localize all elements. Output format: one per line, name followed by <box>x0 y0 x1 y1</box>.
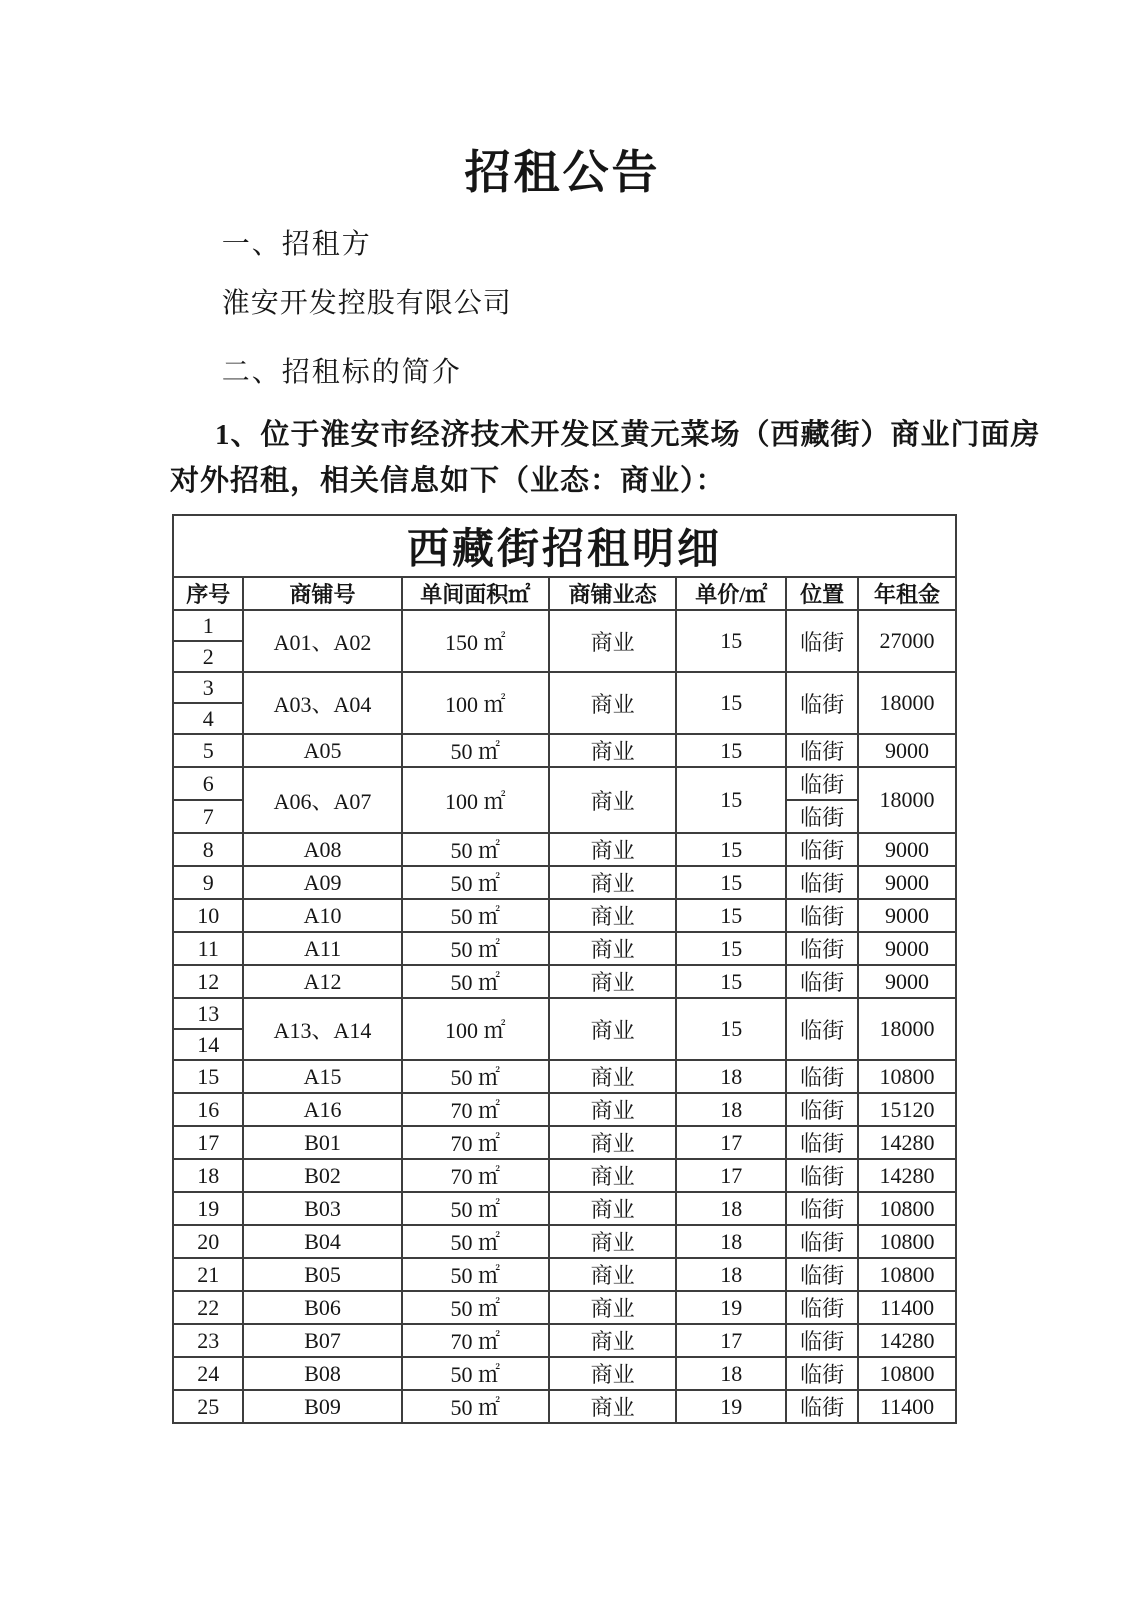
cell-price: 15 <box>676 734 786 767</box>
header-cell: 单间面积㎡ <box>402 577 549 610</box>
cell-shop: B06 <box>243 1291 401 1324</box>
cell-seq: 13 <box>173 998 243 1029</box>
cell-seq: 11 <box>173 932 243 965</box>
table-row <box>173 932 956 965</box>
cell-location: 临街 <box>786 1060 858 1093</box>
cell-location: 临街 <box>786 932 858 965</box>
table-row <box>173 1126 956 1159</box>
cell-price: 15 <box>676 672 786 734</box>
cell-seq: 14 <box>173 1029 243 1060</box>
cell-rent: 14280 <box>858 1324 956 1357</box>
cell-area: 50 ㎡ <box>402 734 549 767</box>
cell-area: 50 ㎡ <box>402 866 549 899</box>
cell-type: 商业 <box>549 866 677 899</box>
section2-heading: 二、招租标的简介 <box>221 357 462 389</box>
cell-type: 商业 <box>549 672 677 734</box>
cell-price: 17 <box>676 1324 786 1357</box>
cell-rent: 14280 <box>858 1126 956 1159</box>
cell-shop: A10 <box>243 899 401 932</box>
cell-rent: 27000 <box>858 610 956 672</box>
cell-shop: A16 <box>243 1093 401 1126</box>
cell-location: 临街 <box>786 672 858 734</box>
cell-price: 18 <box>676 1192 786 1225</box>
cell-type: 商业 <box>549 734 677 767</box>
cell-shop: B09 <box>243 1390 401 1423</box>
cell-shop: B02 <box>243 1159 401 1192</box>
table-row <box>173 1225 956 1258</box>
cell-seq: 1 <box>173 610 243 641</box>
cell-seq: 22 <box>173 1291 243 1324</box>
cell-shop: A15 <box>243 1060 401 1093</box>
cell-type: 商业 <box>549 899 677 932</box>
table-row <box>173 1060 956 1093</box>
cell-location: 临街 <box>786 1357 858 1390</box>
cell-seq: 2 <box>173 641 243 672</box>
cell-rent: 14280 <box>858 1159 956 1192</box>
cell-shop: A03、A04 <box>243 672 401 734</box>
cell-shop: A11 <box>243 932 401 965</box>
cell-type: 商业 <box>549 1324 677 1357</box>
cell-location: 临街 <box>786 610 858 672</box>
cell-rent: 9000 <box>858 932 956 965</box>
cell-location: 临街 <box>786 1390 858 1423</box>
cell-location: 临街 <box>786 734 858 767</box>
table-row <box>173 1390 956 1423</box>
section2-item <box>170 412 1041 504</box>
header-cell: 序号 <box>173 577 243 610</box>
cell-location: 临街 <box>786 899 858 932</box>
cell-seq: 7 <box>173 800 243 833</box>
cell-price: 17 <box>676 1159 786 1192</box>
header-cell: 单价/㎡ <box>676 577 786 610</box>
cell-rent: 18000 <box>858 767 956 833</box>
cell-seq: 5 <box>173 734 243 767</box>
cell-seq: 4 <box>173 703 243 734</box>
cell-seq: 17 <box>173 1126 243 1159</box>
header-cell: 位置 <box>786 577 858 610</box>
cell-rent: 18000 <box>858 672 956 734</box>
cell-location: 临街 <box>786 767 858 800</box>
table-row <box>173 1192 956 1225</box>
cell-seq: 15 <box>173 1060 243 1093</box>
cell-price: 15 <box>676 899 786 932</box>
cell-location: 临街 <box>786 1291 858 1324</box>
table-row <box>173 767 956 800</box>
cell-seq: 12 <box>173 965 243 998</box>
cell-area: 50 ㎡ <box>402 1225 549 1258</box>
cell-type: 商业 <box>549 965 677 998</box>
cell-seq: 19 <box>173 1192 243 1225</box>
cell-type: 商业 <box>549 1357 677 1390</box>
cell-shop: A01、A02 <box>243 610 401 672</box>
cell-rent: 9000 <box>858 833 956 866</box>
cell-price: 18 <box>676 1225 786 1258</box>
cell-type: 商业 <box>549 1192 677 1225</box>
cell-area: 100 ㎡ <box>402 672 549 734</box>
cell-type: 商业 <box>549 833 677 866</box>
cell-location: 临街 <box>786 800 858 833</box>
table-row <box>173 1357 956 1390</box>
cell-seq: 10 <box>173 899 243 932</box>
cell-shop: A05 <box>243 734 401 767</box>
table-row <box>173 734 956 767</box>
cell-location: 临街 <box>786 1258 858 1291</box>
cell-area: 50 ㎡ <box>402 1291 549 1324</box>
cell-shop: A08 <box>243 833 401 866</box>
cell-area: 150 ㎡ <box>402 610 549 672</box>
cell-type: 商业 <box>549 610 677 672</box>
cell-seq: 23 <box>173 1324 243 1357</box>
cell-area: 70 ㎡ <box>402 1093 549 1126</box>
table-row <box>173 1159 956 1192</box>
cell-location: 临街 <box>786 866 858 899</box>
cell-location: 临街 <box>786 1225 858 1258</box>
cell-shop: A12 <box>243 965 401 998</box>
cell-price: 15 <box>676 932 786 965</box>
table-row <box>173 965 956 998</box>
cell-seq: 8 <box>173 833 243 866</box>
cell-area: 50 ㎡ <box>402 833 549 866</box>
table-row <box>173 1093 956 1126</box>
table-row <box>173 610 956 641</box>
page-title: 招租公告 <box>464 147 661 198</box>
cell-rent: 9000 <box>858 866 956 899</box>
table-body <box>173 610 956 1423</box>
cell-type: 商业 <box>549 1390 677 1423</box>
cell-price: 15 <box>676 965 786 998</box>
cell-seq: 6 <box>173 767 243 800</box>
cell-type: 商业 <box>549 1126 677 1159</box>
cell-area: 50 ㎡ <box>402 1258 549 1291</box>
table-row <box>173 833 956 866</box>
cell-type: 商业 <box>549 1225 677 1258</box>
cell-price: 18 <box>676 1093 786 1126</box>
rental-table <box>172 514 957 1424</box>
section2-item-line2: 对外招租，相关信息如下（业态：商业）： <box>170 464 726 497</box>
table-row <box>173 672 956 703</box>
cell-price: 19 <box>676 1390 786 1423</box>
cell-location: 临街 <box>786 1324 858 1357</box>
cell-seq: 20 <box>173 1225 243 1258</box>
header-cell: 年租金 <box>858 577 956 610</box>
cell-price: 18 <box>676 1060 786 1093</box>
cell-type: 商业 <box>549 1159 677 1192</box>
table-header-row <box>173 577 956 610</box>
cell-type: 商业 <box>549 998 677 1060</box>
cell-location: 临街 <box>786 965 858 998</box>
cell-rent: 10800 <box>858 1192 956 1225</box>
cell-shop: A06、A07 <box>243 767 401 833</box>
table-row <box>173 899 956 932</box>
cell-rent: 10800 <box>858 1258 956 1291</box>
cell-type: 商业 <box>549 1060 677 1093</box>
cell-area: 70 ㎡ <box>402 1324 549 1357</box>
cell-rent: 9000 <box>858 965 956 998</box>
cell-area: 50 ㎡ <box>402 1390 549 1423</box>
cell-price: 15 <box>676 610 786 672</box>
cell-area: 100 ㎡ <box>402 767 549 833</box>
cell-area: 50 ㎡ <box>402 1357 549 1390</box>
cell-location: 临街 <box>786 1159 858 1192</box>
cell-shop: A09 <box>243 866 401 899</box>
cell-seq: 18 <box>173 1159 243 1192</box>
table-row <box>173 1324 956 1357</box>
cell-location: 临街 <box>786 833 858 866</box>
cell-location: 临街 <box>786 1192 858 1225</box>
cell-seq: 24 <box>173 1357 243 1390</box>
cell-area: 50 ㎡ <box>402 899 549 932</box>
cell-price: 15 <box>676 833 786 866</box>
table-row <box>173 998 956 1029</box>
cell-seq: 25 <box>173 1390 243 1423</box>
header-cell: 商铺业态 <box>549 577 677 610</box>
table-row <box>173 866 956 899</box>
cell-area: 50 ㎡ <box>402 965 549 998</box>
cell-area: 70 ㎡ <box>402 1159 549 1192</box>
cell-rent: 10800 <box>858 1060 956 1093</box>
cell-shop: B04 <box>243 1225 401 1258</box>
cell-type: 商业 <box>549 1291 677 1324</box>
table-title-row <box>173 515 956 577</box>
cell-price: 19 <box>676 1291 786 1324</box>
cell-shop: B03 <box>243 1192 401 1225</box>
cell-rent: 10800 <box>858 1225 956 1258</box>
cell-area: 50 ㎡ <box>402 932 549 965</box>
section2-item-line1: 1、位于淮安市经济技术开发区黄元菜场（西藏街）商业门面房 <box>214 418 1041 451</box>
cell-shop: B05 <box>243 1258 401 1291</box>
cell-price: 18 <box>676 1357 786 1390</box>
cell-price: 15 <box>676 866 786 899</box>
cell-price: 15 <box>676 767 786 833</box>
cell-price: 18 <box>676 1258 786 1291</box>
cell-shop: A13、A14 <box>243 998 401 1060</box>
cell-type: 商业 <box>549 932 677 965</box>
cell-seq: 3 <box>173 672 243 703</box>
cell-seq: 9 <box>173 866 243 899</box>
cell-shop: B01 <box>243 1126 401 1159</box>
cell-price: 17 <box>676 1126 786 1159</box>
table-title: 西藏街招租明细 <box>173 515 956 577</box>
cell-shop: B08 <box>243 1357 401 1390</box>
cell-rent: 9000 <box>858 899 956 932</box>
cell-location: 临街 <box>786 998 858 1060</box>
cell-type: 商业 <box>549 1093 677 1126</box>
cell-rent: 9000 <box>858 734 956 767</box>
cell-seq: 16 <box>173 1093 243 1126</box>
table-row <box>173 1258 956 1291</box>
section1-body: 淮安开发控股有限公司 <box>221 287 512 319</box>
cell-rent: 18000 <box>858 998 956 1060</box>
cell-area: 100 ㎡ <box>402 998 549 1060</box>
cell-rent: 10800 <box>858 1357 956 1390</box>
cell-rent: 11400 <box>858 1291 956 1324</box>
cell-area: 50 ㎡ <box>402 1192 549 1225</box>
cell-type: 商业 <box>549 767 677 833</box>
section1-heading: 一、招租方 <box>221 229 372 260</box>
cell-rent: 11400 <box>858 1390 956 1423</box>
cell-rent: 15120 <box>858 1093 956 1126</box>
cell-seq: 21 <box>173 1258 243 1291</box>
table-row <box>173 1291 956 1324</box>
cell-area: 50 ㎡ <box>402 1060 549 1093</box>
cell-price: 15 <box>676 998 786 1060</box>
cell-area: 70 ㎡ <box>402 1126 549 1159</box>
cell-type: 商业 <box>549 1258 677 1291</box>
cell-shop: B07 <box>243 1324 401 1357</box>
cell-location: 临街 <box>786 1126 858 1159</box>
header-cell: 商铺号 <box>243 577 401 610</box>
cell-location: 临街 <box>786 1093 858 1126</box>
